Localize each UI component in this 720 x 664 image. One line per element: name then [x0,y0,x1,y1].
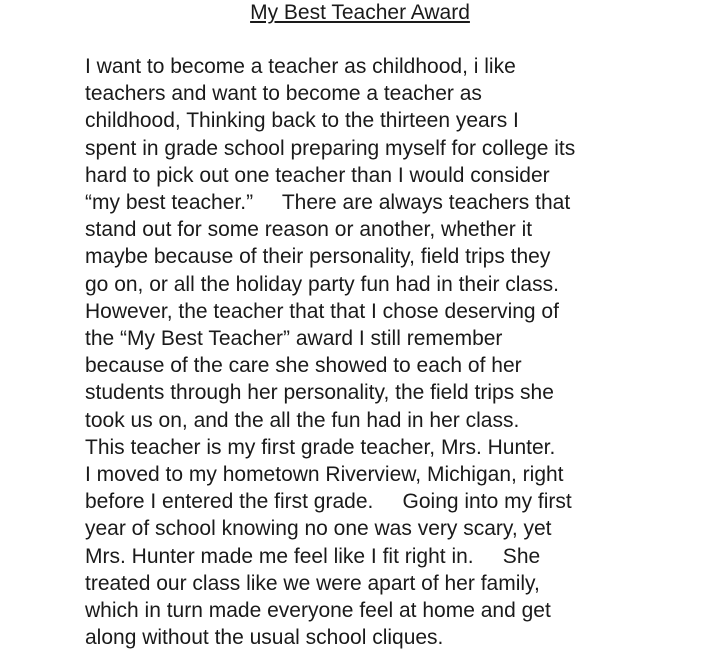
document-title: My Best Teacher Award [250,1,470,24]
essay-line: treated our class like we were apart of her family, [85,571,540,595]
essay-line: before I entered the first grade. Going into my first [85,490,572,514]
essay-line: took us on, and the all the fun had in her class. [85,408,520,432]
essay-line: go on, or all the holiday party fun had in their class. [85,272,559,296]
essay-line: I want to become a teacher as childhood, i like [85,55,516,78]
essay-line: Mrs. Hunter made me feel like I fit right in. She [85,544,541,568]
essay-line: hard to pick out one teacher than I would consider [85,163,550,187]
essay-line: stand out for some reason or another, whether it [85,218,533,242]
essay-line: teachers and want to become a teacher as [85,82,482,106]
essay-line: students through her personality, the field trips she [85,381,554,405]
essay-body [85,53,705,651]
essay-line: “my best teacher.” There are always teachers that [85,191,571,215]
essay-line: childhood, Thinking back to the thirteen years I [85,109,519,133]
essay-line: because of the care she showed to each of her [85,354,522,378]
essay-line: This teacher is my first grade teacher, Mrs. Hunter. [85,435,556,459]
essay-line: spent in grade school preparing myself for college its [85,136,576,160]
essay-line: However, the teacher that that I chose deserving of [85,299,559,323]
essay-line: along without the usual school cliques. [85,626,444,650]
essay-line: maybe because of their personality, field trips they [85,245,551,269]
essay-line: which in turn made everyone feel at home and get [85,599,551,623]
essay-line: year of school knowing no one was very scary, yet [85,517,552,541]
essay-line: I moved to my hometown Riverview, Michigan, right [85,463,564,487]
essay-line: the “My Best Teacher” award I still remember [85,327,503,351]
